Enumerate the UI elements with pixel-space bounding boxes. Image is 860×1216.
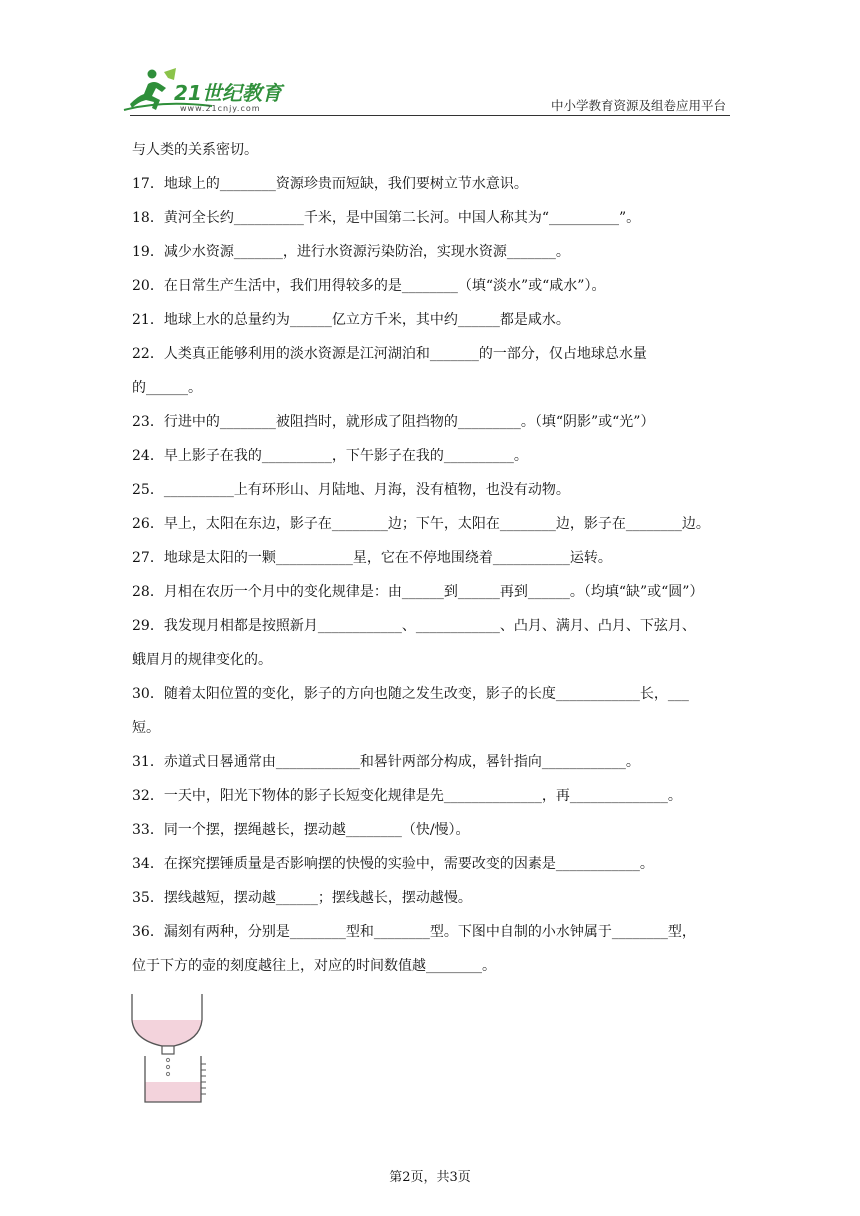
question-29-cont: 蛾眉月的规律变化的。 [132, 652, 272, 668]
text-line: 与人类的关系密切。 [132, 142, 258, 158]
question-25: 25．__________上有环形山、月陆地、月海，没有植物，也没有动物。 [132, 482, 570, 498]
question-32: 32．一天中，阳光下物体的影子长短变化规律是先______________，再______________。 [132, 788, 682, 804]
question-28: 28．月相在农历一个月中的变化规律是：由______到______再到______。（均填“缺”或“圆”） [132, 584, 704, 600]
question-18: 18．黄河全长约__________千米，是中国第二长河。中国人称其为“__________”。 [132, 210, 641, 226]
page-header [0, 0, 860, 120]
question-27: 27．地球是太阳的一颗___________星，它在不停地围绕着___________运转。 [132, 550, 612, 566]
water-clock-illustration [130, 990, 220, 1106]
question-21: 21．地球上水的总量约为______亿立方千米，其中约______都是咸水。 [132, 312, 570, 328]
question-33: 33．同一个摆，摆绳越长，摆动越________（快/慢）。 [132, 822, 470, 838]
platform-name: 中小学教育资源及组卷应用平台 [550, 98, 726, 113]
water-clock-figure [130, 990, 220, 1106]
question-17: 17．地球上的________资源珍贵而短缺，我们要树立节水意识。 [132, 176, 528, 192]
question-24: 24．早上影子在我的__________，下午影子在我的__________。 [132, 448, 528, 464]
question-36-cont: 位于下方的壶的刻度越往上，对应的时间数值越________。 [132, 958, 496, 974]
question-19: 19．减少水资源_______，进行水资源污染防治，实现水资源_______。 [132, 244, 570, 260]
question-22: 22．人类真正能够利用的淡水资源是江河湖泊和_______的一部分，仅占地球总水量 [132, 346, 647, 362]
question-34: 34．在探究摆锤质量是否影响摆的快慢的实验中，需要改变的因素是____________。 [132, 856, 654, 872]
question-23: 23．行进中的________被阻挡时，就形成了阻挡物的_________。（填“阴影”或“光”） [132, 414, 655, 430]
logo [122, 66, 292, 118]
question-30: 30．随着太阳位置的变化，影子的方向也随之发生改变，影子的长度____________长，___ [132, 686, 689, 702]
page-number: 第2页，共3页 [389, 1170, 471, 1185]
question-20: 20．在日常生产生活中，我们用得较多的是________（填“淡水”或“咸水”）。 [132, 278, 606, 294]
question-22-cont: 的______。 [132, 380, 202, 396]
question-26: 26．早上，太阳在东边，影子在________边；下午，太阳在________边，影子在________边。 [132, 516, 710, 532]
question-31: 31．赤道式日晷通常由____________和晷针两部分构成，晷针指向____________。 [132, 754, 640, 770]
header-divider [130, 115, 730, 116]
svg-text:21世纪教育: 21世纪教育 [174, 81, 282, 105]
question-36: 36．漏刻有两种，分别是________型和________型。下图中自制的小水钟属于________型， [132, 924, 696, 940]
question-29: 29．我发现月相都是按照新月____________、____________、凸月、满月、凸月、下弦月、 [132, 618, 696, 634]
question-35: 35．摆线越短，摆动越______；摆线越长，摆动越慢。 [132, 890, 472, 906]
question-30-cont: 短。 [132, 720, 160, 736]
logo-url: www.21cnjy.com [180, 104, 261, 113]
